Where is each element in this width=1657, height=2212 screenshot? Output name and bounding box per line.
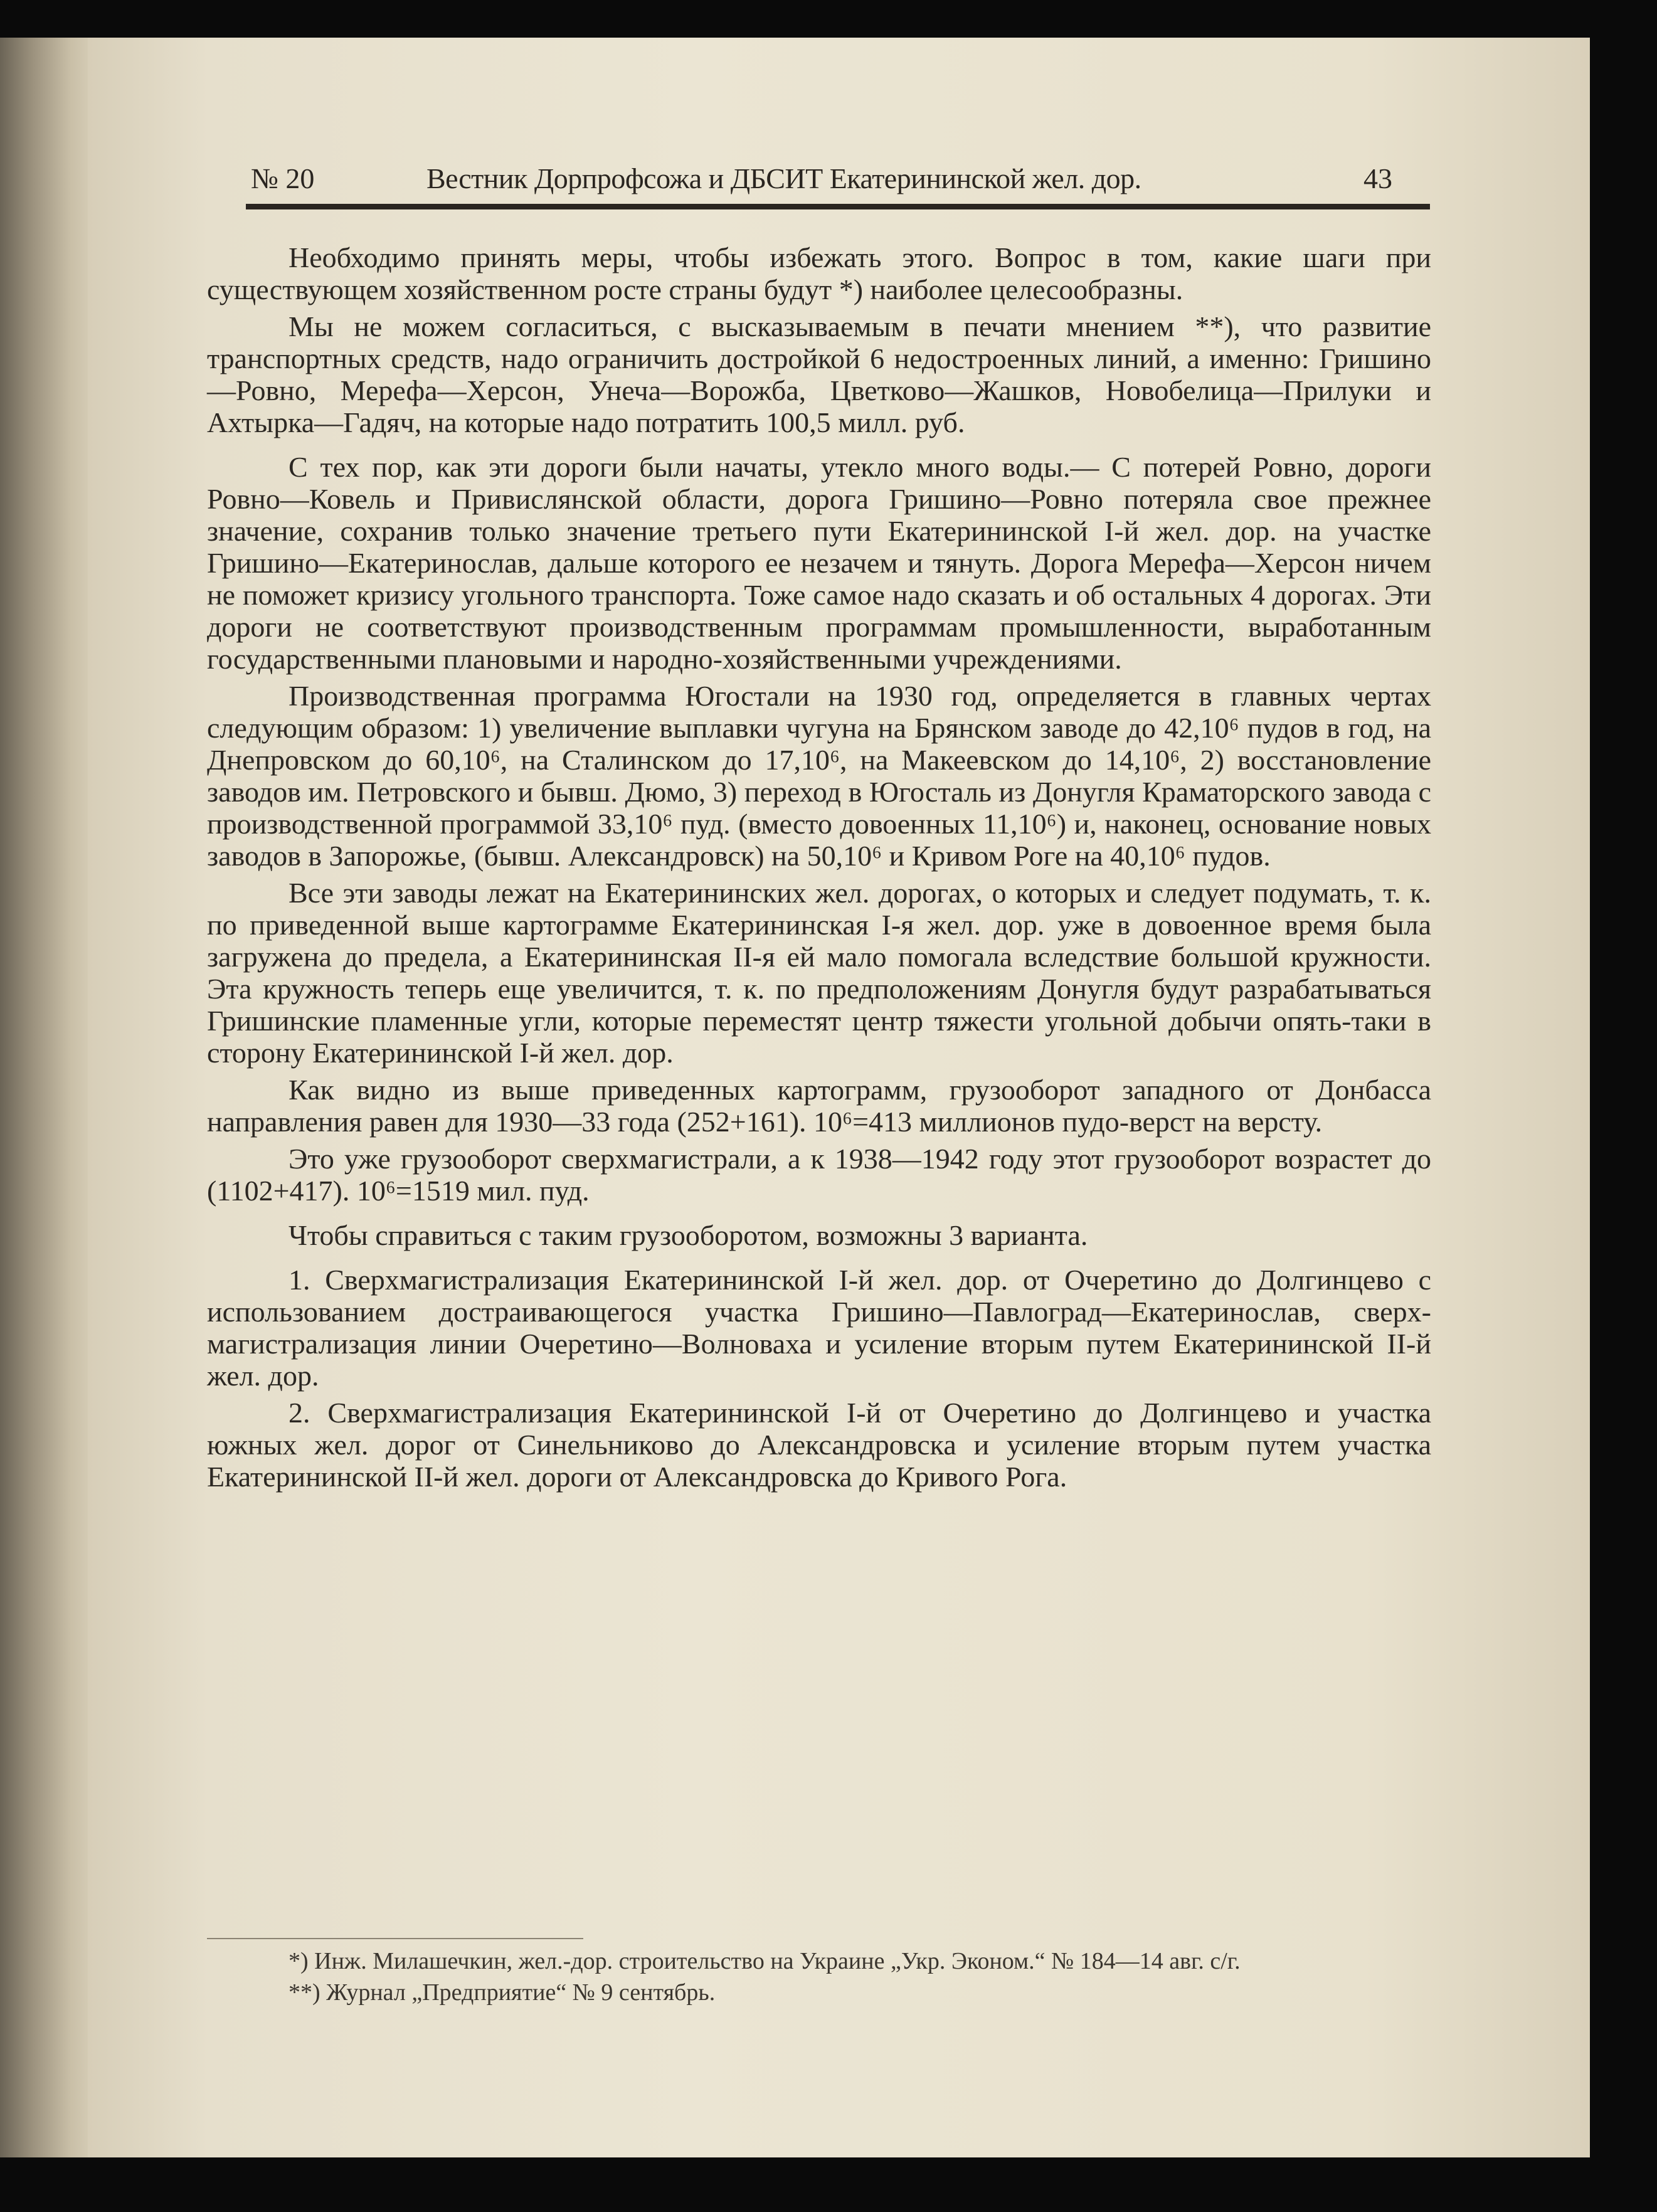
paragraph: Производственная программа Югостали на 1930 год, определяется в главных чертах следующим образом: 1) увеличение выплавки чугуна на Брянском заводе до 42,10⁶ пудов в год, на Днепровском до 60,10⁶, на Сталинском до 17,10⁶, на Макеевском до 14,10⁶, 2) восстановление заводов им. Петровского и бывш. Дюмо, 3) переход в Югосталь из Донугля Краматорского завода с производственной программой 33,10⁶ пуд. (вместо довоенных 11,10⁶) и, наконец, основание новых заводов в Запорожье, (бывш. Александровск) на 50,10⁶ и Кривом Роге на 40,10⁶ пудов. xyxy=(207,680,1431,872)
binding-gutter xyxy=(0,38,94,2157)
running-header xyxy=(251,162,1392,206)
header-rule xyxy=(246,204,1430,209)
paragraph: С тех пор, как эти дороги были начаты, утекло много воды.— С потерей Ровно, дороги Ровно—Ковель и Привислянской области, дорога Гришино—Ровно потеряла свое прежнее значение, сохранив только значение третьего пути Екатерининской I-й жел. дор. на участке Гришино—Екатеринослав, дальше которого ее незачем и тянуть. Дорога Мерефа—Херсон ничем не поможет кризису угольного транспорта. Тоже самое надо сказать и об остальных 4 дорогах. Эти дороги не соответствуют производственным программам промышленности, выработанным государственными плановыми и народно-хозяйственными учреждениями. xyxy=(207,451,1431,675)
journal-title: Вестник Дорпрофсожа и ДБСИТ Екатерининской жел. дор. xyxy=(426,162,1141,194)
list-item: 1. Сверхмагистрализация Екатерининской I-й жел. дор. от Очеретино до Долгинцево с использованием достраивающегося участка Гришино—Павлоград—Екатеринослав, сверх-магистрализация линии Очеретино—Волноваха и усиление вторым путем Екатерининской II-й жел. дор. xyxy=(207,1264,1431,1392)
paragraph: Как видно из выше приведенных картограмм, грузооборот западного от Донбасса направления равен для 1930—33 года (252+161). 10⁶=413 миллионов пудо-верст на версту. xyxy=(207,1074,1431,1138)
paragraph: Все эти заводы лежат на Екатерининских жел. дорогах, о которых и следует подумать, т. к. по приведенной выше картограмме Екатерининская I-я жел. дор. уже в довоенное время была загружена до предела, а Екатерининская II-я ей мало помогала вследствие большой кружности. Эта кружность теперь еще увеличится, т. к. по предположениям Донугля будут разрабатываться Гришинские пламенные угли, которые переместят центр тяжести угольной добычи опять-таки в сторону Екатерининской I-й жел. дор. xyxy=(207,877,1431,1069)
footnote: *) Инж. Милашечкин, жел.-дор. строительство на Украине „Укр. Эконом.“ № 184—14 авг. с/г. xyxy=(289,1948,1241,1974)
paragraph: Чтобы справиться с таким грузооборотом, возможны 3 варианта. xyxy=(289,1219,1088,1251)
paragraph: Это уже грузооборот сверхмагистрали, а к 1938—1942 году этот грузооборот возрастет до (1102+417). 10⁶=1519 мил. пуд. xyxy=(207,1143,1431,1207)
list-item: 2. Сверхмагистрализация Екатерининской I-й от Очеретино до Долгинцево и участка южных жел. дорог от Синельниково до Александровска и усиление вторым путем участка Екатерининской II-й жел. дороги от Александровска до Кривого Рога. xyxy=(207,1397,1431,1493)
paragraph: Необходимо принять меры, чтобы избежать этого. Вопрос в том, какие шаги при существующем хозяйственном росте страны будут *) наиболее целесообразны. xyxy=(207,241,1431,305)
footnote-rule xyxy=(207,1938,583,1939)
page-number: 43 xyxy=(1363,162,1392,194)
issue-number: № 20 xyxy=(251,162,315,194)
article-body xyxy=(207,241,1431,1498)
footnotes xyxy=(207,1947,1431,2010)
footnote: **) Журнал „Предприятие“ № 9 сентябрь. xyxy=(289,1979,716,2006)
paragraph: Мы не можем согласиться, с высказываемым в печати мнением **), что развитие транспортных средств, надо ограничить достройкой 6 недостроенных линий, а именно: Гришино—Ровно, Мерефа—Херсон, Унеча—Ворожба, Цветково—Жашков, Новобелица—Прилуки и Ахтырка—Гадяч, на которые надо потратить 100,5 милл. руб. xyxy=(207,310,1431,438)
